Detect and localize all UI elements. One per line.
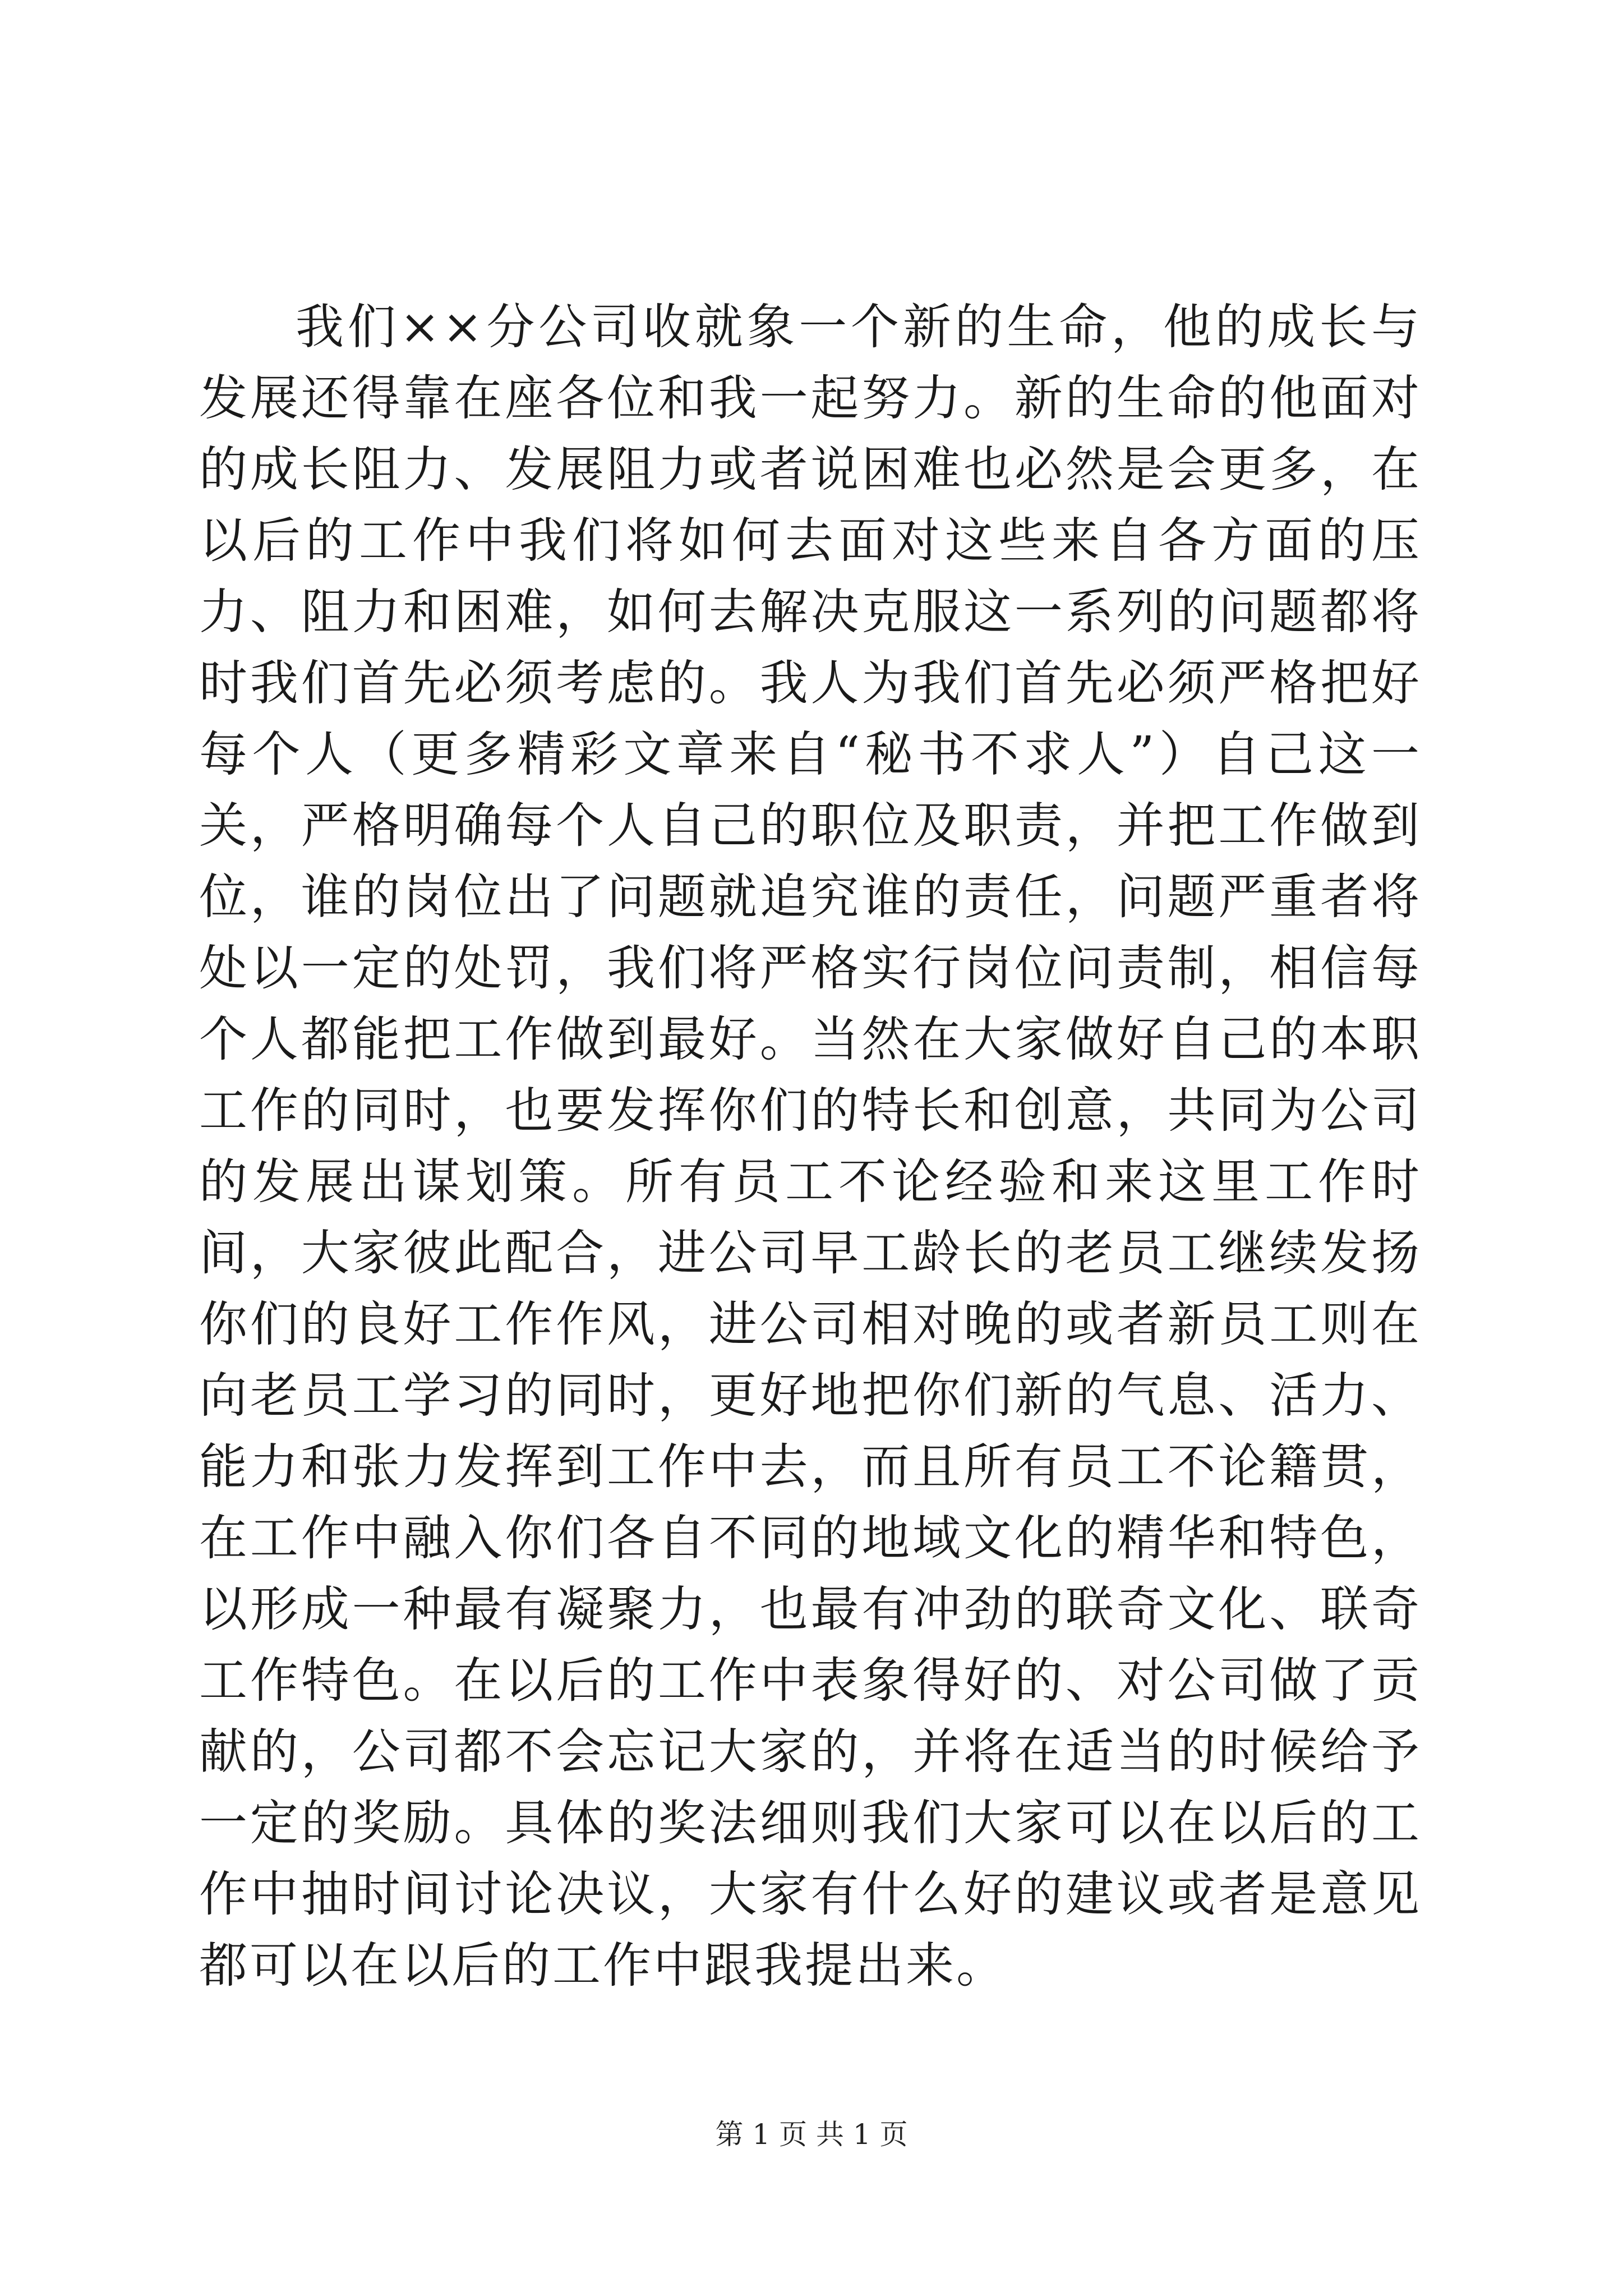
page-number-footer: 第 1 页 共 1 页 bbox=[715, 2118, 908, 2151]
body-paragraph: 我们××分公司收就象一个新的生命，他的成长与发展还得靠在座各位和我一起努力。新的生命的他面对的成长阻力、发展阻力或者说困难也必然是会更多，在以后的工作中我们将如何去面对这些来自各方面的压力、阻力和困难，如何去解决克服这一系列的问题都将时我们首先必须考虑的。我人为我们首先必须严格把好每个人（更多精彩文章来自“秘书不求人”）自己这一关，严格明确每个人自己的职位及职责，并把工作做到位，谁的岗位出了问题就追究谁的责任，问题严重者将处以一定的处罚，我们将严格实行岗位问责制，相信每个人都能把工作做到最好。当然在大家做好自己的本职工作的同时，也要发挥你们的特长和创意，共同为公司的发展出谋划策。所有员工不论经验和来这里工作时间，大家彼此配合，进公司早工龄长的老员工继续发扬你们的良好工作作风，进公司相对晚的或者新员工则在向老员工学习的同时，更好地把你们新的气息、活力、能力和张力发挥到工作中去，而且所有员工不论籍贯，在工作中融入你们各自不同的地域文化的精华和特色，以形成一种最有凝聚力，也最有冲劲的联奇文化、联奇工作特色。在以后的工作中表象得好的、对公司做了贡献的，公司都不会忘记大家的，并将在适当的时候给予一定的奖励。具体的奖法细则我们大家可以在以后的工作中抽时间讨论决议，大家有什么好的建议或者是意见都可以在以后的工作中跟我提出来。 bbox=[199, 299, 1422, 1994]
